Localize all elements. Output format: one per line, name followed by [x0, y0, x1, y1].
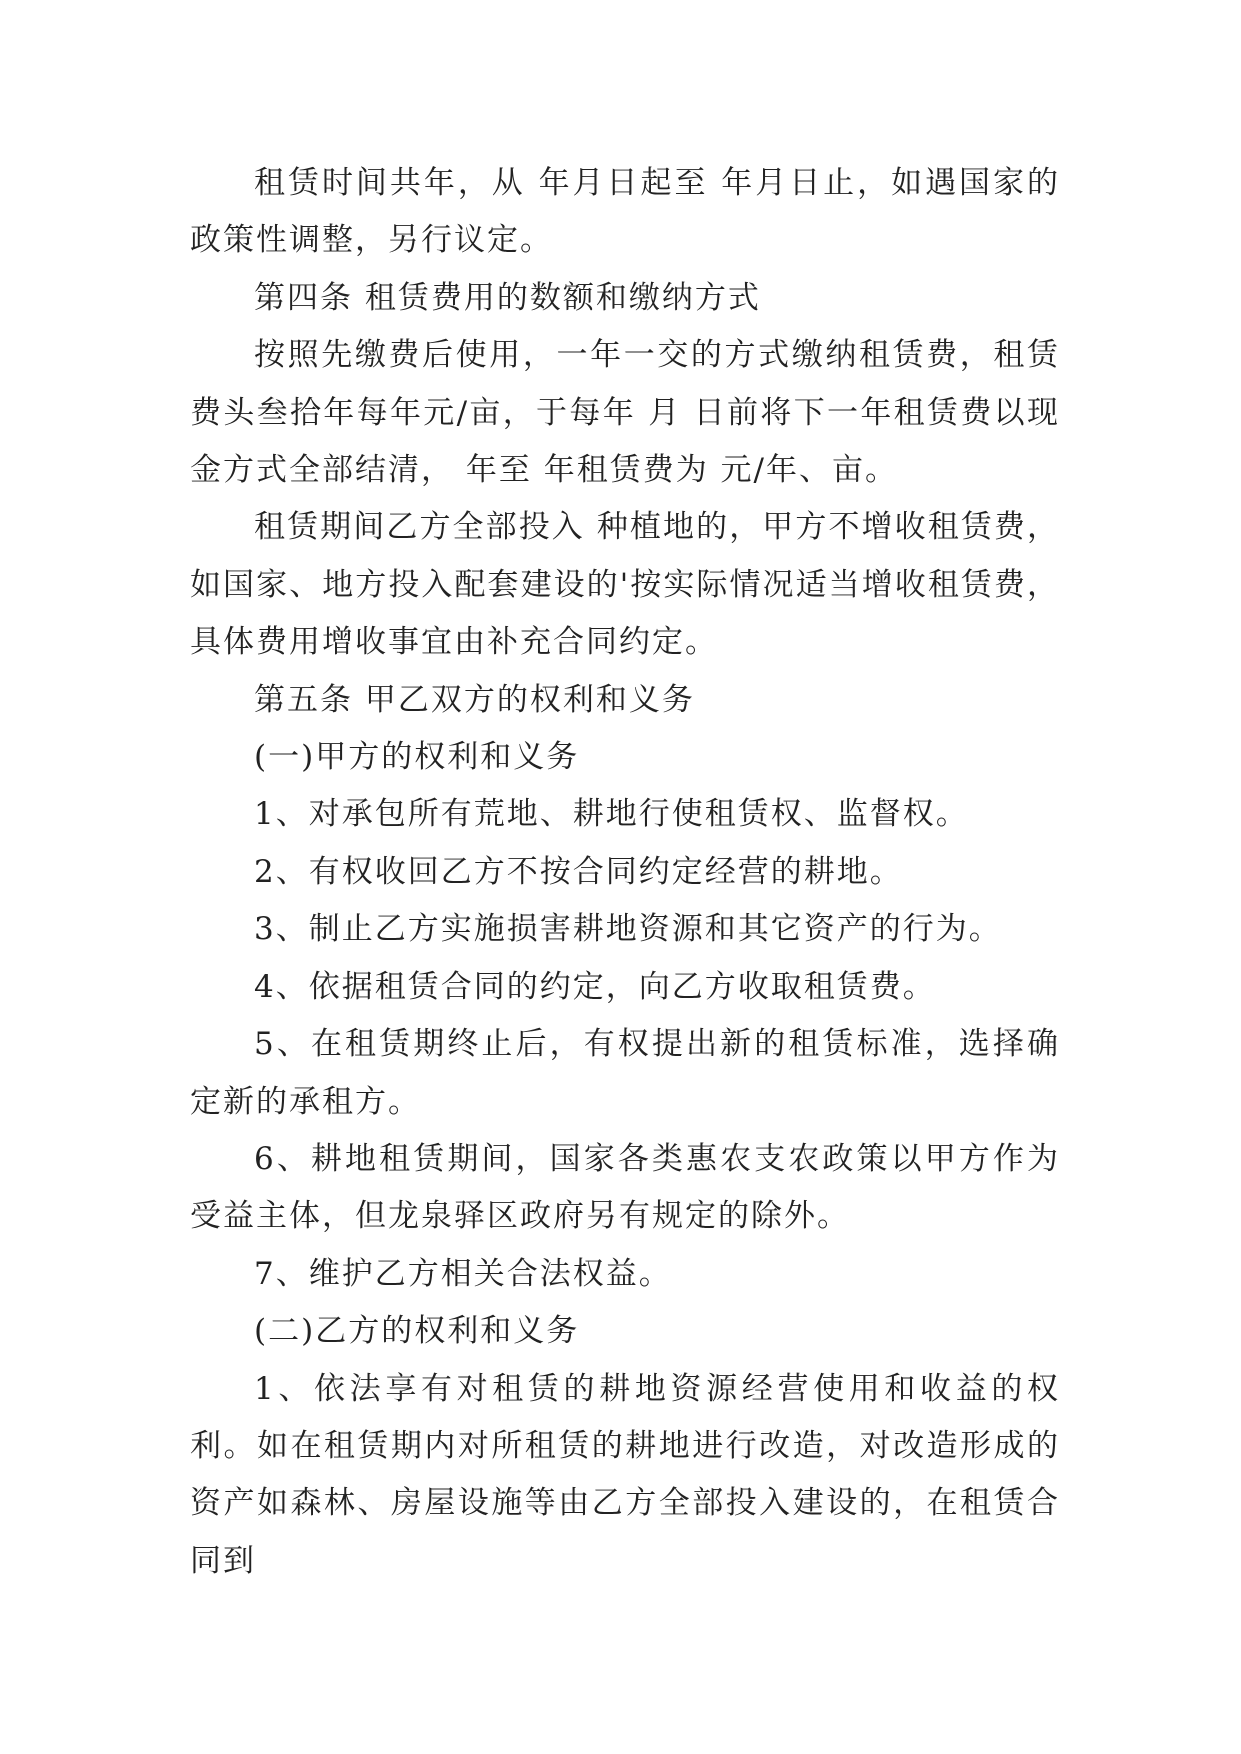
- heading-article-4: 第四条 租赁费用的数额和缴纳方式: [254, 279, 761, 316]
- subheading-party-b: (二)乙方的权利和义务: [254, 1313, 580, 1350]
- list-item-b-1: 1、依法享有对租赁的耕地资源经营使用和收益的权利。如在租赁期内对所租赁的耕地进行改造，对改造形成的资产如森林、房屋设施等由乙方全部投入建设的，在租赁合同到: [190, 1370, 1060, 1579]
- list-item-a-3: 3、制止乙方实施损害耕地资源和其它资产的行为。: [254, 911, 1002, 948]
- list-item-a-7: 7、维护乙方相关合法权益。: [254, 1255, 672, 1292]
- paragraph-fee-increase: 租赁期间乙方全部投入 种植地的，甲方不增收租赁费，如国家、地方投入配套建设的'按实际情况适当增收租赁费，具体费用增收事宜由补充合同约定。: [190, 509, 1060, 661]
- paragraph-lease-term: 租赁时间共年，从 年月日起至 年月日止，如遇国家的政策性调整，另行议定。: [190, 165, 1060, 259]
- subheading-party-a: (一)甲方的权利和义务: [254, 739, 580, 776]
- list-item-a-5: 5、在租赁期终止后，有权提出新的租赁标准，选择确定新的承租方。: [190, 1026, 1060, 1120]
- paragraph-payment-method: 按照先缴费后使用，一年一交的方式缴纳租赁费，租赁费头叁拾年每年元/亩，于每年 月 日前将下一年租赁费以现金方式全部结清， 年至 年租赁费为 元/年、亩。: [190, 337, 1060, 489]
- document-body: [190, 155, 1060, 1590]
- list-item-a-4: 4、依据租赁合同的约定，向乙方收取租赁费。: [254, 968, 936, 1005]
- list-item-a-2: 2、有权收回乙方不按合同约定经营的耕地。: [254, 853, 903, 890]
- heading-article-5: 第五条 甲乙双方的权利和义务: [254, 681, 695, 718]
- list-item-a-1: 1、对承包所有荒地、耕地行使租赁权、监督权。: [254, 796, 969, 833]
- list-item-a-6: 6、耕地租赁期间，国家各类惠农支农政策以甲方作为受益主体，但龙泉驿区政府另有规定的除外。: [190, 1140, 1060, 1235]
